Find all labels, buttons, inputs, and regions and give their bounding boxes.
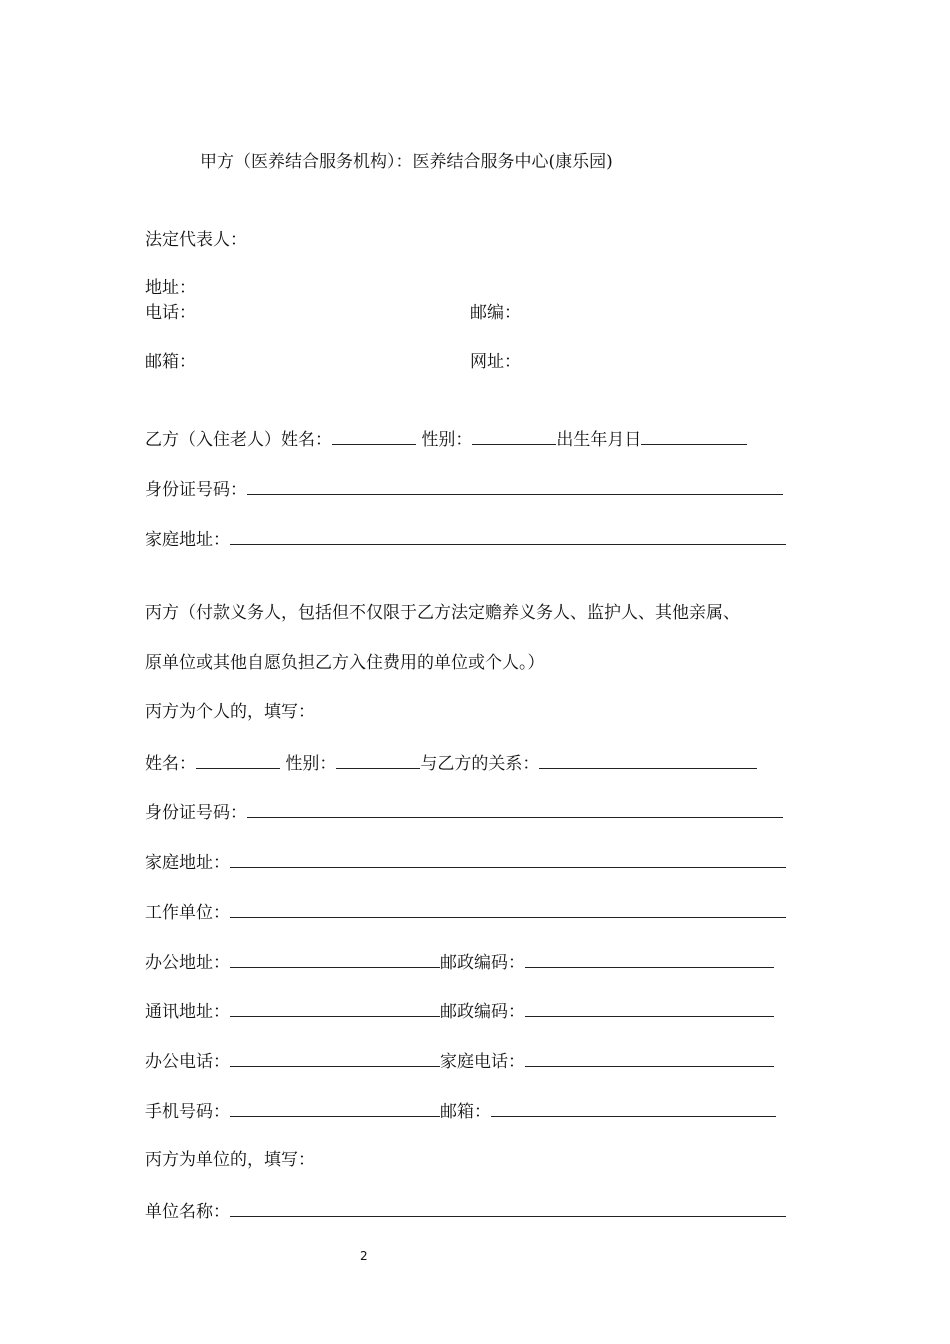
party-a-email-label: 邮箱：	[145, 352, 196, 372]
party-a-header: 甲方（医养结合服务机构）：医养结合服务中心(康乐园)	[200, 152, 613, 172]
party-c-id-field[interactable]	[247, 801, 783, 818]
party-c-mailing-address-field[interactable]	[230, 1000, 440, 1017]
party-c-intro-line1: 丙方（付款义务人，包括但不仅限于乙方法定赡养义务人、监护人、其他亲属、	[145, 603, 740, 623]
party-b-gender-field[interactable]	[472, 428, 556, 445]
party-b-id-label: 身份证号码：	[145, 480, 247, 500]
party-c-id-row	[145, 801, 783, 823]
party-c-email-label: 邮箱：	[440, 1102, 491, 1122]
party-b-name-field[interactable]	[332, 428, 416, 445]
party-b-id-row	[145, 478, 783, 500]
party-b-name-label: 乙方（入住老人）姓名：	[145, 430, 332, 450]
party-b-home-address-label: 家庭地址：	[145, 530, 230, 550]
party-a-address-label: 地址：	[145, 278, 196, 298]
party-c-gender-label: 性别：	[285, 754, 337, 774]
party-c-work-unit-row	[145, 901, 786, 923]
party-c-office-phone-field[interactable]	[230, 1050, 440, 1067]
party-c-home-address-row	[145, 851, 786, 873]
party-c-home-address-field[interactable]	[230, 851, 786, 868]
party-c-individual-heading: 丙方为个人的，填写：	[145, 702, 315, 722]
party-c-home-phone-field[interactable]	[525, 1050, 774, 1067]
party-c-unit-name-label: 单位名称：	[145, 1202, 230, 1222]
party-c-unit-name-field[interactable]	[230, 1200, 786, 1217]
party-c-name-field[interactable]	[196, 752, 280, 769]
party-c-work-unit-field[interactable]	[230, 901, 786, 918]
party-c-home-address-label: 家庭地址：	[145, 853, 230, 873]
party-c-unit-heading: 丙方为单位的，填写：	[145, 1150, 315, 1170]
party-c-mobile-row	[145, 1100, 776, 1122]
party-b-birth-label: 出生年月日	[556, 430, 642, 450]
party-c-mailing-address-row	[145, 1000, 774, 1022]
party-c-home-phone-label: 家庭电话：	[440, 1052, 525, 1072]
party-b-birth-field[interactable]	[641, 428, 747, 445]
party-b-home-address-field[interactable]	[230, 528, 786, 545]
party-c-relation-field[interactable]	[539, 752, 757, 769]
party-c-office-address-field[interactable]	[230, 951, 440, 968]
party-b-name-row	[145, 428, 747, 450]
party-b-gender-label: 性别：	[421, 430, 473, 450]
party-c-mobile-label: 手机号码：	[145, 1102, 230, 1122]
page-number: 2	[360, 1249, 368, 1263]
party-c-postal-code-field-2[interactable]	[525, 1000, 774, 1017]
party-c-name-label: 姓名：	[145, 754, 196, 774]
party-c-postal-code-label: 邮政编码：	[440, 953, 525, 973]
legal-rep-label: 法定代表人：	[145, 230, 247, 250]
party-c-name-row	[145, 752, 757, 774]
party-c-intro-line2: 原单位或其他自愿负担乙方入住费用的单位或个人。）	[145, 653, 545, 673]
party-a-postcode-label: 邮编：	[470, 303, 521, 323]
party-c-postal-code-label-2: 邮政编码：	[440, 1002, 525, 1022]
party-c-office-address-label: 办公地址：	[145, 953, 230, 973]
party-a-website-label: 网址：	[470, 352, 521, 372]
party-c-relation-label: 与乙方的关系：	[420, 754, 540, 774]
party-c-gender-field[interactable]	[336, 752, 420, 769]
party-c-work-unit-label: 工作单位：	[145, 903, 230, 923]
party-c-unit-name-row	[145, 1200, 786, 1222]
party-c-id-label: 身份证号码：	[145, 803, 247, 823]
party-a-phone-label: 电话：	[145, 303, 196, 323]
party-c-office-phone-label: 办公电话：	[145, 1052, 230, 1072]
party-b-home-address-row	[145, 528, 786, 550]
party-c-email-field[interactable]	[491, 1100, 776, 1117]
party-c-mailing-address-label: 通讯地址：	[145, 1002, 230, 1022]
party-c-phones-row	[145, 1050, 774, 1072]
party-c-postal-code-field[interactable]	[525, 951, 774, 968]
party-c-mobile-field[interactable]	[230, 1100, 440, 1117]
party-b-id-field[interactable]	[247, 478, 783, 495]
party-c-office-address-row	[145, 951, 774, 973]
